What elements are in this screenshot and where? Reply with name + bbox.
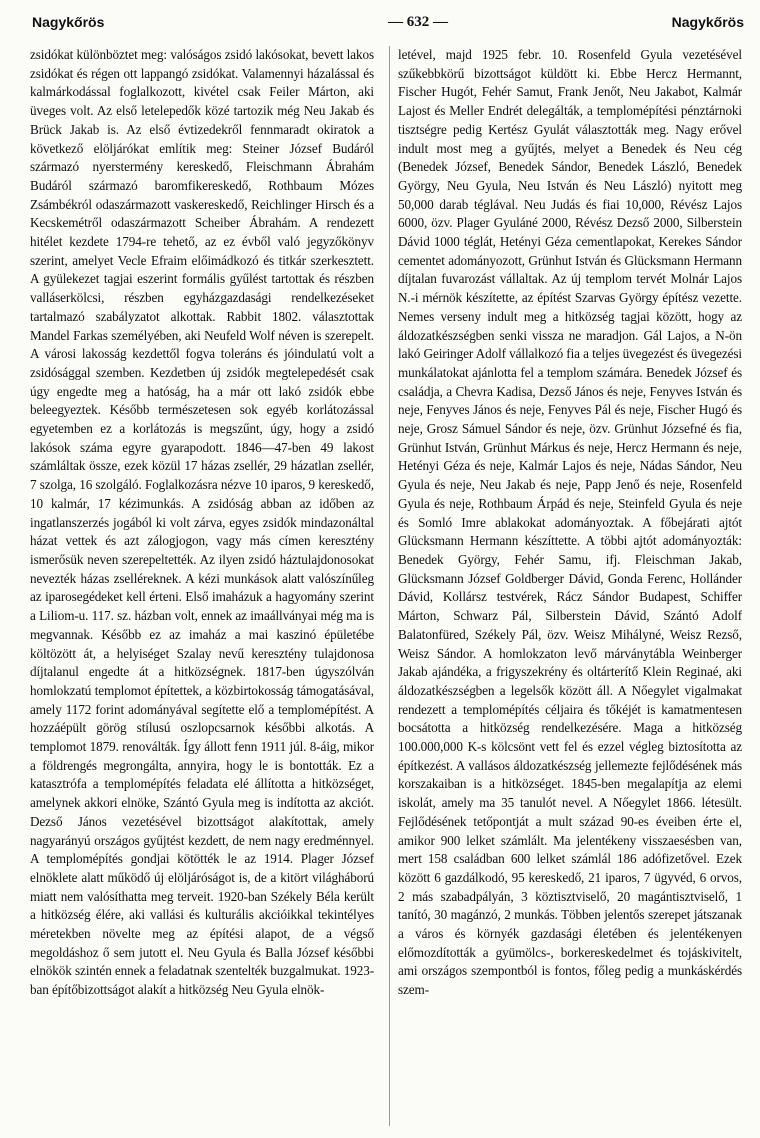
column-left-text: zsidókat különböztet meg: valóságos zsidó lakósokat, bevett lakos zsidókat és régen ott lappangó zsidókat. Valamennyi házalással és kalmárkodással foglalkozott, kivétel csak Feiler Márton, aki üveges volt. Az első letelepedők közé tartozik még Neu Jakab és Brück Jakab is. Az első évtizedekről fennmaradt okiratok a következő elöljárókat említik meg: Steiner József Budáról származó nyerstermény kereskedő, Fleischmann Ábrahám Budáról származó baromfikereskedő, Rothbaum Mózes Zsámbékról odaszármazott vaskereskedő, Reichlinger Hirsch és a Kecskemétről odaszármazott Scheiber Ábrahám. A rendezett hitélet kezdete 1794-re tehető, az ez évből való jegyzőkönyv szerint, amelyet Vecle Efraim előimádkozó és titkár szerkesztett. A gyülekezet tagjai eszerint formális gyűlést tartottak és részben valláserkölcsi, részben egyházgazdasági rendelkezéseket tartalmazó szabályzatot alkottak. Rabbit 1802. választottak Mandel Farkas személyében, aki Neufeld Wolf néven is szerepelt. A városi lakosság kezdettől fogva toleráns és jóindulatú volt a zsidósággal szemben. Kezdetben új zsidók megtelepedését csak úgy engedte meg a hatóság, ha a már ott lakó zsidók ebbe beleegyeztek. Később természetesen sok egyéb korlátozással egyetemben ez a korlátozás is megszűnt, úgy, hogy a zsidó lakósok száma egyre gyarapodott. 1846—47-ben 49 lakost számláltak össze, ezek közül 17 házas zsellér, 29 házatlan zsellér, 7 szolga, 16 szolgáló. Foglalkozásra nézve 10 iparos, 9 kereskedő, 10 kalmár, 17 kézimunkás. A zsidóság abban az időben az ingatlanszerzés jogából ki volt zárva, egyes zsidók mindazonáltal házat vettek és azt zálogjogon, vagy más címen keresztény ismerősük neven szerepeltették. Az ilyen zsidó háztulajdonosokat nevezték házas zselléreknek. A kézi munkások alatt valószínűleg az iparosegédeket kell érteni. Első imaházuk a hagyomány szerint a Liliom-u. 117. sz. házban volt, ennek az imaállványai még ma is megvannak. Később ez az imaház a mai kaszinó épületébe költözött át, a helyiséget Szalay nevű keresztény tulajdonosa díjtalanul engedte át a hitközségnek. 1817-ben úgyszólván homlokzatú templomot építettek, a közbirtokosság támogatásával, amely 1172 forint adományával segítette elő a templomépítést. A hozzáépült görög stílusú oszlopcsarnok későbbi alkotás. A templomot 1879. renoválták. Így állott fenn 1911 júl. 8-áig, mikor a földrengés megrongálta, annyira, hogy le is bontották. Ez a katasztrófa a templomépítés feladata elé állította a hitközséget, amelynek akkori elnöke, Szántó Gyula meg is indította az akciót. Dezső János vezetésével bizottságot alakítottak, amely nagyarányú országos gyűjtést kezdett, de nem nagy eredménnyel. A templomépítés gondjai kötötték le az 1914. Plager József elnöklete alatt működő új elöljáróságot is, de a kitört világháború miatt nem valósíthatta meg terveit. 1920-ban Székely Béla került a hitközség élére, aki vallási és kulturális akcióikkal tekintélyes méretekben növelte meg az építési alapot, de a végső megoldáshoz ő sem jutott el. Neu Gyula és Balla József későbbi elnökök szintén ennek a feladatnak szentelték buzgalmukat. 1923-ban építőbizottságot alakít a hitközség Neu Gyula elnök- — [30, 47, 374, 998]
text-column-right — [398, 46, 742, 1126]
header-right-title: Nagykőrös — [671, 14, 744, 30]
text-column-left — [30, 46, 374, 1126]
page-number: — 632 — — [388, 14, 448, 30]
running-header — [32, 14, 744, 36]
header-left-title: Nagykőrös — [32, 14, 105, 30]
column-divider — [389, 46, 390, 1126]
column-right-text: letével, majd 1925 febr. 10. Rosenfeld Gyula vezetésével szűkebbkörű bizottságot küldött ki. Ebbe Hercz Hermannt, Fischer Hugót, Fehér Samut, Frank Jenőt, Neu Jakabot, Kalmár Lajost és Meller Endrét delegálták, a templomépítési pénztárnoki tisztségre pedig Kertész Gyulát választották meg. Nagy erővel indult most meg a gyűjtés, melyet a Benedek és Neu cég (Benedek József, Benedek Sándor, Benedek László, Benedek György, Neu Gyula, Neu István és Neu László) nyitott meg 50,000 darab téglával. Neu Judás és fiai 10,000, Révész Lajos 6000, özv. Plager Gyuláné 2000, Révész Dezső 2000, Silberstein Dávid 1000 téglát, Hetényi Géza cementlapokat, Kerekes Sándor cementet adományozott, Grünhut István és Glücksmann Hermann díjtalan fuvarozást vállaltak. Az új templom tervét Molnár Lajos N.-i mérnök készítette, az építést Szarvas György építész vezette. Nemes verseny indult meg a hitközség tagjai között, hogy az áldozatkészségben senki vissza ne maradjon. Gál Lajos, a N-ön lakó Geiringer Adolf vállalkozó fia a teljes üvegezést és üvegezési munkálatokat ajánlotta fel a templom számára. Benedek József és családja, a Chevra Kadisa, Dezső János és neje, Fenyves István és neje, Fenyves János és neje, Fenyves Pál és neje, Fischer Hugó és neje, Grosz Sámuel Sándor és neje, özv. Grünhut Józsefné és fia, Grünhut István, Grünhut Márkus és neje, Hercz Hermann és neje, Hetényi Géza és neje, Kalmár Lajos és neje, Nádas Sándor, Neu Gyula és neje, Neu Jakab és neje, Papp Jenő és neje, Rosenfeld Gyula és neje, Rothbaum Árpád és neje, Steinfeld Gyula és neje és Somló Imre ablakokat adományoztak. A főbejárati ajtót Glücksmann Hermann készíttette. A többi ajtót adományozták: Benedek György, Fehér Samu, ifj. Fleischman Jakab, Glücksmann József Goldberger Dávid, Gonda Ferenc, Hollánder Dávid, Kollársz testvérek, Rácz Sándor Budapest, Schiffer Márton, Schwarz Pál, Silberstein Dávid, Szántó Adolf Balatonfüred, Székely Pál, özv. Weisz Mihályné, Weisz Rezső, Weisz Sándor. A homlokzaton levő márványtábla Weinberger Jakab ajándéka, a frigyszekrény és oltárterítő Klein Reginaé, aki áldozatkészségben a legelsők között áll. A Nőegylet vigalmakat rendezett a templomépítés céljaira és tőkéjét is kamatmentesen bocsátotta a hitközség rendelkezésére. Maga a hitközség 100.000,000 K-s kölcsönt vett fel és ezzel végleg biztosította az építkezést. A vallásos áldozatkészség jellemezte fejlődésének más korszakaiban is a hitközséget. 1845-ben megalapítja az elemi iskolát, amely ma 35 tanulót nevel. A Nőegylet 1866. létesült. Fejlődésének tetőpontját a mult század 90-es éveiben érte el, amikor 900 lelket számlált. Ma jelentékeny visszaesésben van, mert 158 családban 600 lelket számlál 186 adófizetővel. Ezek között 6 gazdálkodó, 95 kereskedő, 21 iparos, 7 ügyvéd, 6 orvos, 2 más szabadpályán, 3 köztisztviselő, 20 magántisztviselő, 1 tanító, 30 magánzó, 2 munkás. Többen jelentős szerepet játszanak a város és környék gazdasági életében és jelentékenyen előmozdították a gyümölcs-, borkereskedelmet és tojáskivitelt, ami országos szempontból is fontos, főleg pedig a munkáskérdés szem- — [398, 47, 742, 998]
